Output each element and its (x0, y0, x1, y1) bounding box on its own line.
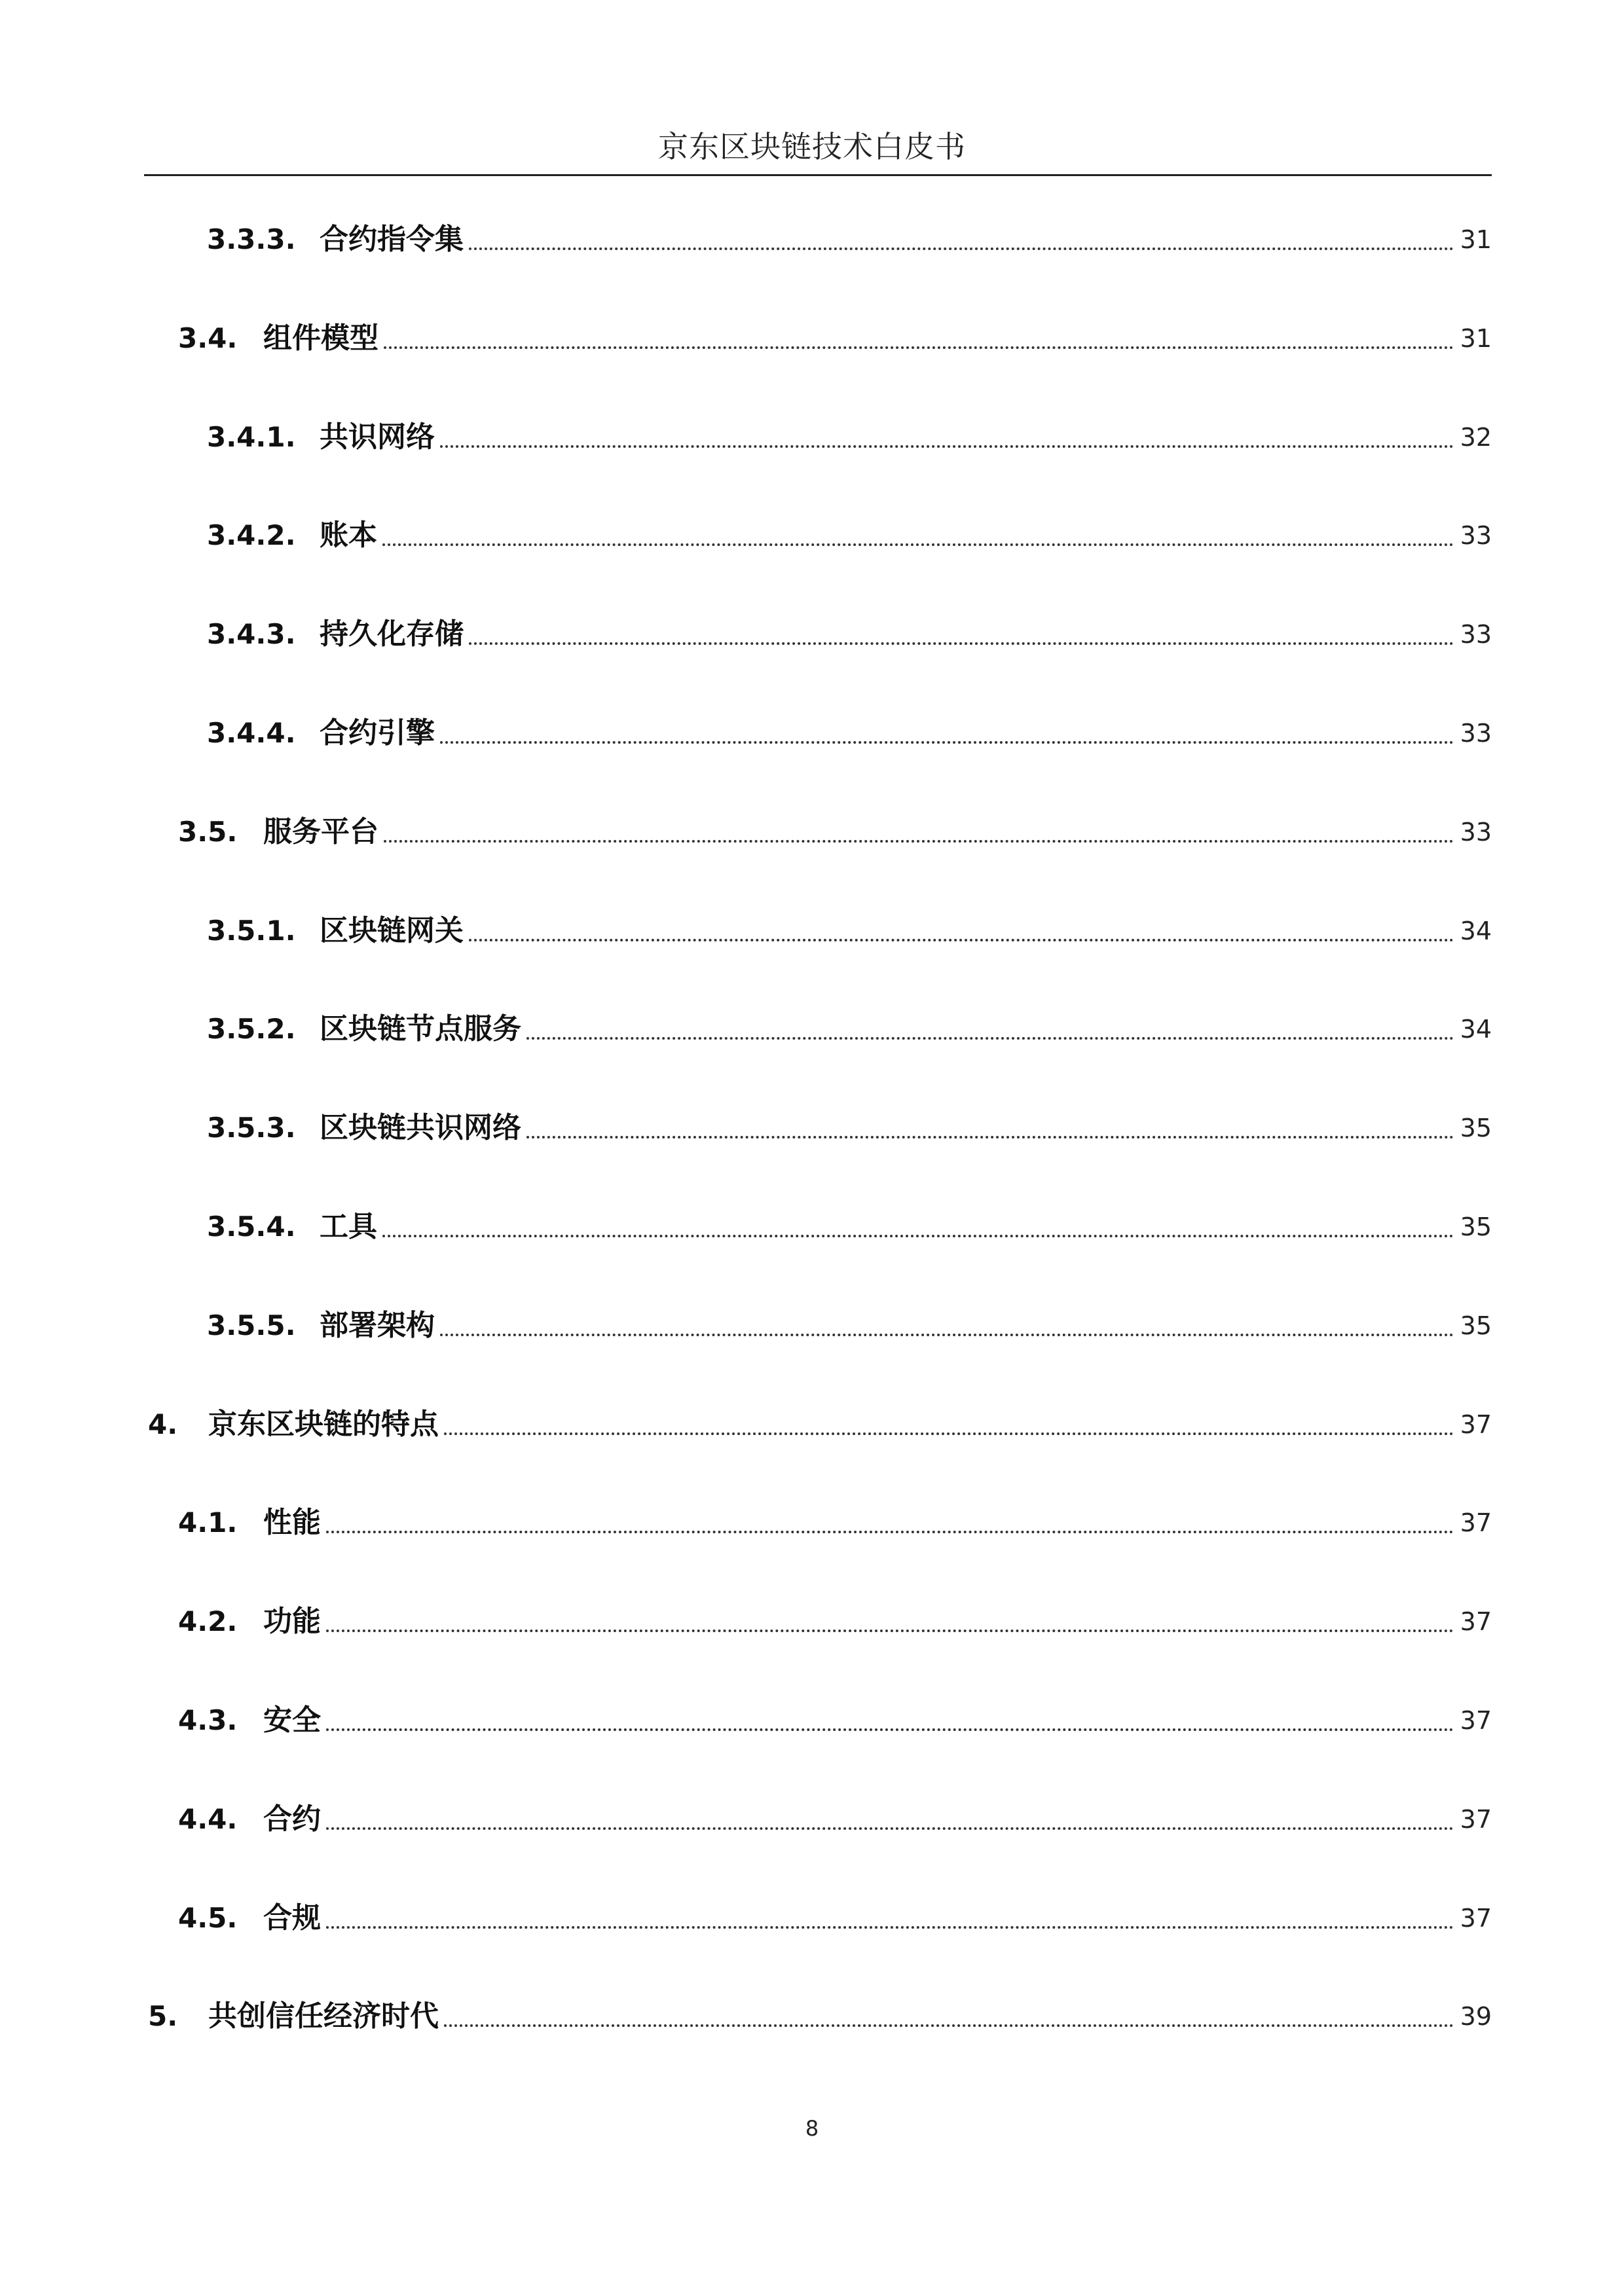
toc-entry[interactable] (178, 812, 1492, 852)
toc-dot-leader (526, 1037, 1454, 1040)
toc-entry-title: 工具 (320, 1210, 377, 1243)
document-header-title: 京东区块链技术白皮书 (658, 129, 966, 164)
toc-dot-leader (326, 1728, 1454, 1731)
toc-entry[interactable] (207, 1108, 1492, 1148)
toc-entry-title: 共创信任经济时代 (208, 1999, 439, 2033)
toc-entry-number: 3.4.4. (207, 717, 296, 749)
toc-entry-page: 35 (1460, 1311, 1492, 1340)
toc-entry[interactable] (207, 615, 1492, 654)
toc-entry-number: 3.5.1. (207, 914, 296, 947)
toc-entry-number: 3.4. (178, 321, 238, 354)
toc-entry-number: 3.5.2. (207, 1013, 296, 1046)
toc-entry-title: 京东区块链的特点 (208, 1407, 439, 1441)
toc-entry[interactable] (178, 1800, 1492, 1839)
toc-dot-leader (384, 346, 1454, 349)
toc-entry-title: 持久化存储 (320, 617, 464, 651)
toc-entry[interactable] (178, 1602, 1492, 1641)
toc-entry-number: 4.2. (178, 1605, 238, 1638)
toc-entry-number: 4. (148, 1408, 178, 1440)
toc-entry-title: 功能 (263, 1605, 321, 1639)
toc-entry-number: 3.5.5. (207, 1309, 296, 1341)
toc-dot-leader (382, 1235, 1454, 1237)
toc-entry[interactable] (148, 1405, 1492, 1444)
toc-entry-title: 性能 (263, 1506, 321, 1540)
toc-entry[interactable] (207, 516, 1492, 555)
toc-entry-page: 37 (1460, 1706, 1492, 1735)
toc-entry-title: 区块链节点服务 (320, 1012, 521, 1046)
toc-entry[interactable] (178, 1899, 1492, 1938)
toc-dot-leader (384, 840, 1454, 843)
toc-entry[interactable] (207, 220, 1492, 259)
toc-entry-number: 4.5. (178, 1901, 238, 1934)
toc-dot-leader (444, 2024, 1454, 2027)
toc-entry-page: 31 (1460, 225, 1492, 254)
toc-entry-page: 37 (1460, 1410, 1492, 1439)
toc-entry-number: 3.3.3. (207, 223, 296, 255)
toc-entry-title: 部署架构 (320, 1308, 435, 1342)
toc-entry-number: 4.4. (178, 1802, 238, 1835)
toc-entry-page: 34 (1460, 1015, 1492, 1044)
toc-entry-number: 3.4.2. (207, 519, 296, 552)
toc-dot-leader (326, 1531, 1454, 1533)
toc-dot-leader (326, 1926, 1454, 1929)
toc-dot-leader (382, 543, 1454, 546)
toc-entry-page: 33 (1460, 817, 1492, 847)
toc-entry[interactable] (207, 1306, 1492, 1345)
toc-entry[interactable] (207, 418, 1492, 457)
toc-entry-number: 3.5.3. (207, 1112, 296, 1144)
toc-entry-page: 35 (1460, 1114, 1492, 1143)
toc-entry-page: 33 (1460, 521, 1492, 551)
toc-entry-page: 37 (1460, 1804, 1492, 1834)
toc-entry-page: 35 (1460, 1212, 1492, 1241)
toc-entry-number: 3.4.3. (207, 618, 296, 651)
toc-entry-number: 4.3. (178, 1704, 238, 1736)
toc-entry-title: 组件模型 (263, 321, 378, 355)
toc-entry[interactable] (207, 1010, 1492, 1049)
toc-entry[interactable] (207, 1207, 1492, 1247)
toc-dot-leader (440, 445, 1454, 448)
toc-entry-page: 37 (1460, 1607, 1492, 1637)
toc-dot-leader (469, 642, 1454, 645)
toc-entry-number: 4.1. (178, 1506, 238, 1539)
toc-entry-page: 37 (1460, 1903, 1492, 1933)
toc-entry-page: 37 (1460, 1508, 1492, 1538)
toc-entry-page: 32 (1460, 422, 1492, 452)
toc-entry-title: 合规 (263, 1901, 321, 1935)
toc-entry-page: 31 (1460, 323, 1492, 353)
toc-entry[interactable] (148, 1997, 1492, 2036)
toc-entry-page: 39 (1460, 2002, 1492, 2032)
toc-entry[interactable] (207, 714, 1492, 753)
toc-entry-number: 5. (148, 2000, 178, 2033)
toc-entry-number: 3.5. (178, 815, 238, 848)
toc-dot-leader (526, 1136, 1454, 1139)
toc-dot-leader (326, 1827, 1454, 1830)
toc-entry-title: 共识网络 (320, 420, 435, 454)
toc-entry[interactable] (178, 319, 1492, 358)
toc-dot-leader (440, 1334, 1454, 1336)
toc-entry-page: 34 (1460, 916, 1492, 945)
toc-entry-title: 服务平台 (263, 814, 378, 848)
toc-entry-page: 33 (1460, 719, 1492, 748)
toc-dot-leader (444, 1432, 1454, 1435)
toc-entry-number: 3.5.4. (207, 1211, 296, 1243)
toc-entry-title: 安全 (263, 1704, 321, 1737)
toc-entry-title: 账本 (320, 519, 377, 553)
toc-entry-title: 合约指令集 (320, 223, 464, 256)
toc-entry-number: 3.4.1. (207, 420, 296, 453)
toc-dot-leader (469, 939, 1454, 941)
toc-dot-leader (469, 247, 1454, 250)
toc-entry-title: 合约引擎 (320, 716, 435, 750)
toc-entry-page: 33 (1460, 620, 1492, 649)
toc-entry-title: 合约 (263, 1802, 321, 1836)
toc-dot-leader (326, 1630, 1454, 1632)
toc-entry[interactable] (178, 1503, 1492, 1542)
toc-entry-title: 区块链网关 (320, 913, 464, 947)
toc-entry[interactable] (178, 1701, 1492, 1740)
toc-dot-leader (440, 741, 1454, 744)
page-number: 8 (805, 2116, 819, 2141)
toc-entry-title: 区块链共识网络 (320, 1111, 521, 1145)
toc-entry[interactable] (207, 911, 1492, 951)
